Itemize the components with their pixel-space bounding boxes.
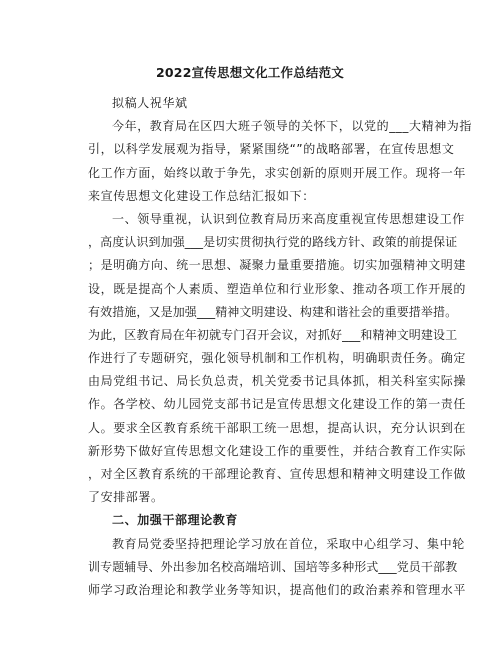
paragraph-line: 师学习政治理论和教学业务等知识，提高他们的政治素养和管理水平 bbox=[88, 582, 467, 597]
paragraph-line: 人。要求全区教育系统干部职工统一思想，提高认识，充分认识到在 bbox=[88, 420, 467, 435]
paragraph-line: 今年，教育局在区四大班子领导的关怀下，以党的___大精神为指 bbox=[112, 119, 473, 134]
paragraph-line: 设，既是提高个人素质、塑造单位和行业形象、推动各项工作开展的 bbox=[88, 281, 467, 296]
document-title: 2022宣传思想文化工作总结范文 bbox=[156, 65, 344, 80]
paragraph-line: 引，以科学发展观为指导，紧紧围绕“”的战略部署，在宣传思想文 bbox=[88, 142, 455, 157]
paragraph-line: 一、领导重视，认识到位教育局历来高度重视宣传思想建设工作 bbox=[112, 211, 465, 226]
author-line: 拟稿人祝华斌 bbox=[112, 96, 188, 110]
paragraph-line: 有效措施，又是加强___精神文明建设、构建和谐社会的重要措举措。 bbox=[88, 304, 458, 319]
paragraph-line: 由局党组书记、局长负总责，机关党委书记具体抓，相关科室实际操 bbox=[88, 374, 467, 389]
paragraph-line: 化工作方面，始终以敢于争先，求实创新的原则开展工作。现将一年 bbox=[88, 165, 467, 180]
paragraph-line: ，高度认识到加强___是切实贯彻执行党的路线方针、政策的前提保证 bbox=[88, 235, 458, 250]
paragraph-line: 作进行了专题研究，强化领导机制和工作机构，明确职责任务。确定 bbox=[88, 351, 467, 366]
paragraph-line: ；是明确方向、统一思想、凝聚力量重要措施。切实加强精神文明建 bbox=[88, 258, 467, 273]
paragraph-line: 训专题辅导、外出参加名校高端培训、国培等多种形式___党员干部教 bbox=[88, 559, 458, 574]
paragraph-line: 教育局党委坚持把理论学习放在首位，采取中心组学习、集中轮 bbox=[112, 536, 465, 551]
paragraph-line: 为此，区教育局在年初就专门召开会议，对抓好___和精神文明建设工 bbox=[88, 327, 458, 342]
section-heading: 二、加强干部理论教育 bbox=[112, 513, 239, 528]
document-body bbox=[88, 92, 473, 602]
paragraph-line: 了安排部署。 bbox=[88, 490, 164, 505]
paragraph-line: ，对全区教育系统的干部理论教育、宣传思想和精神文明建设工作做 bbox=[88, 467, 467, 481]
paragraph-line: 新形势下做好宣传思想文化建设工作的重要性，并结合教育工作实际 bbox=[88, 443, 467, 458]
paragraph-line: 来宣传思想文化建设工作总结汇报如下： bbox=[88, 188, 315, 203]
paragraph-line: 作。各学校、幼儿园党支部书记是宣传思想文化建设工作的第一责任 bbox=[88, 397, 467, 412]
